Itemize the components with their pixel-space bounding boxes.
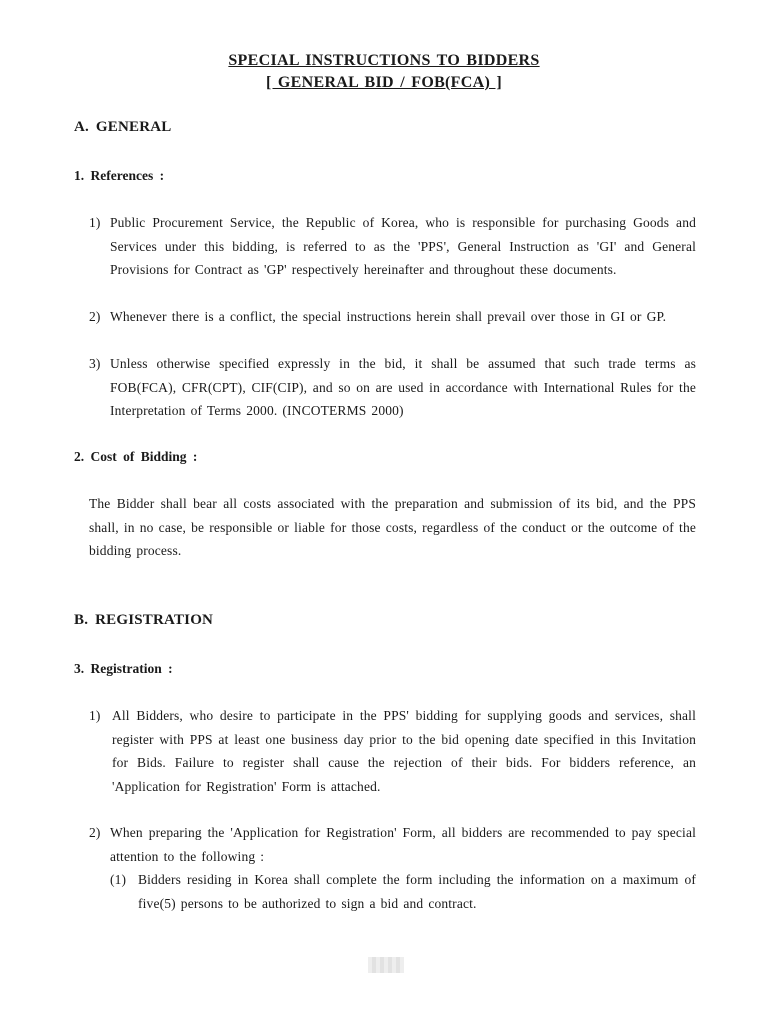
cost-of-bidding-heading: 2. Cost of Bidding : bbox=[74, 449, 198, 464]
document-subtitle: [ GENERAL BID / FOB(FCA) ] bbox=[265, 74, 503, 91]
list-item-number: 1) bbox=[89, 215, 101, 230]
list-item-number: 2) bbox=[89, 309, 101, 324]
list-item-number: 3) bbox=[89, 356, 101, 371]
list-item-text: All Bidders, who desire to participate in the PPS' bidding for supplying goods and services, shall register with PPS at least one business day prior to the bid opening date specified in this Invitation for Bids. Failure to register shall cause the rejection of their bids. For bidders reference, an 'Application for Registration' Form is attached. bbox=[112, 708, 696, 794]
cost-of-bidding-paragraph: The Bidder shall bear all costs associated with the preparation and submission of its bid, and the PPS shall, in no case, be responsible or liable for those costs, regardless of the conduct or the outcome of the bidding process. bbox=[89, 496, 696, 558]
list-item-text: When preparing the 'Application for Registration' Form, all bidders are recommended to pay special attention to the following : bbox=[110, 825, 696, 864]
title-block bbox=[0, 50, 768, 94]
sub-list-item-text: Bidders residing in Korea shall complete the form including the information on a maximum of five(5) persons to be authorized to sign a bid and contract. bbox=[138, 872, 696, 911]
references-heading: 1. References : bbox=[74, 168, 165, 183]
list-item-number: 2) bbox=[89, 825, 101, 840]
page-number-mark bbox=[368, 957, 404, 973]
section-b-heading: B. REGISTRATION bbox=[74, 612, 214, 628]
registration-heading: 3. Registration : bbox=[74, 661, 173, 676]
list-item-text: Whenever there is a conflict, the special instructions herein shall prevail over those in GI or GP. bbox=[110, 309, 667, 324]
list-item-number: 1) bbox=[89, 708, 101, 723]
list-item-text: Unless otherwise specified expressly in the bid, it shall be assumed that such trade terms as FOB(FCA), CFR(CPT), CIF(CIP), and so on are used in accordance with International Rules for the Interpretation of Terms 2000. (INCOTERMS 2000) bbox=[110, 356, 696, 418]
list-item-text: Public Procurement Service, the Republic of Korea, who is responsible for purchasing Goods and Services under this bidding, is referred to as the 'PPS', General Instruction as 'GI' and General Provisions for Contract as 'GP' respectively hereinafter and throughout these documents. bbox=[110, 215, 696, 277]
document-title: SPECIAL INSTRUCTIONS TO BIDDERS bbox=[228, 52, 540, 69]
section-a-heading: A. GENERAL bbox=[74, 119, 172, 135]
sub-list-item-number: (1) bbox=[110, 872, 127, 887]
